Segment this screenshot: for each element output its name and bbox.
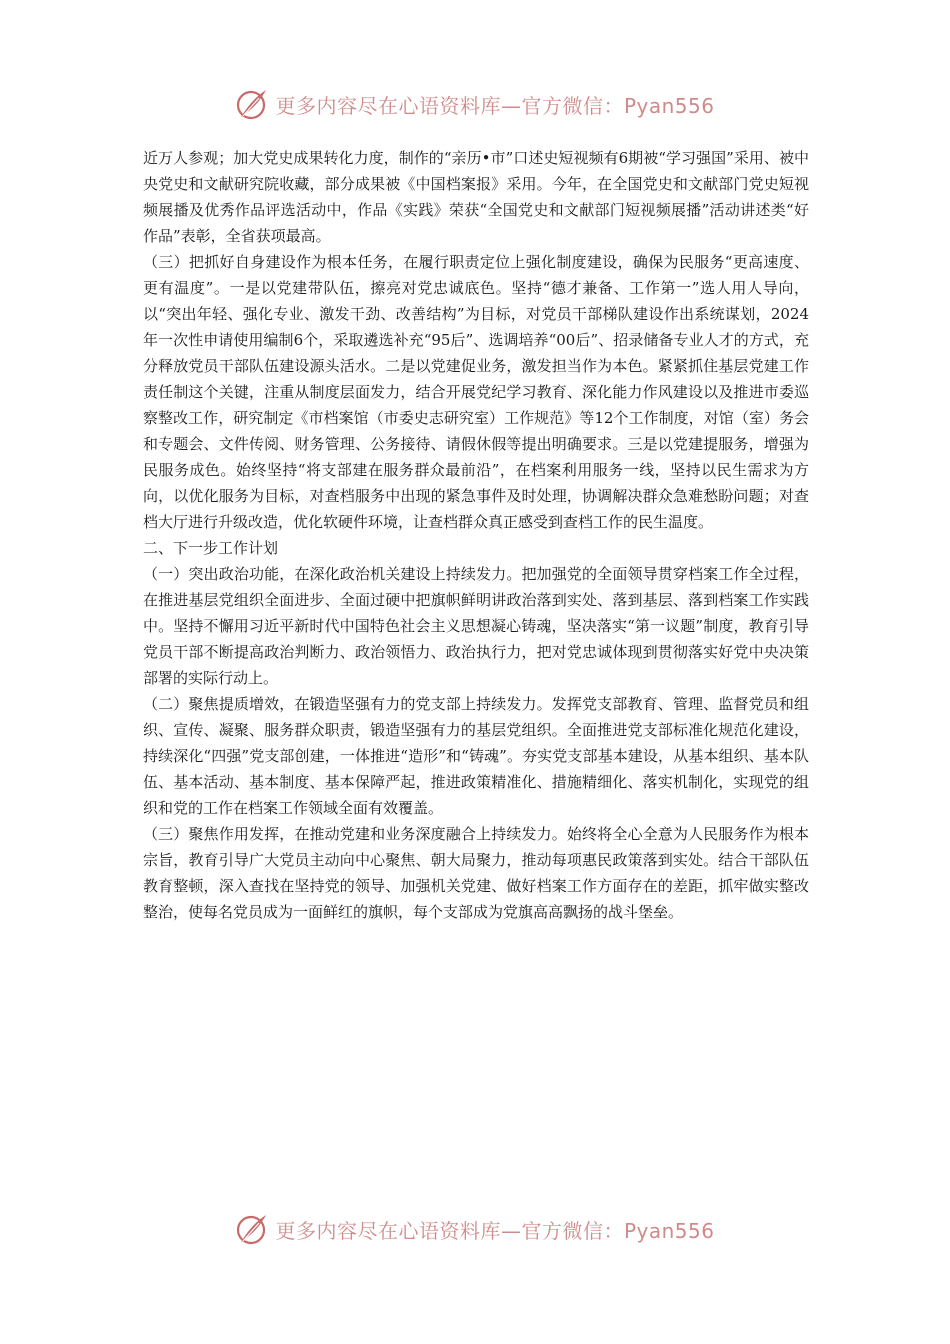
paragraph: （一）突出政治功能，在深化政治机关建设上持续发力。把加强党的全面领导贯穿档案工作全过程，在推进基层党组织全面进步、全面过硬中把旗帜鲜明讲政治落到实处、落到基层、落到档案工作实践中。坚持不懈用习近平新时代中国特色社会主义思想凝心铸魂，坚决落实“第一议题”制度，教育引导党员干部不断提高政治判断力、政治领悟力、政治执行力，把对党忠诚体现到贯彻落实好党中央决策部署的实际行动上。	[143, 565, 809, 687]
paragraph: （二）聚焦提质增效，在锻造坚强有力的党支部上持续发力。发挥党支部教育、管理、监督党员和组织、宣传、凝聚、服务群众职责，锻造坚强有力的基层党组织。全面推进党支部标准化规范化建设，持续深化“四强”党支部创建，一体推进“造形”和“铸魂”。夯实党支部基本建设，从基本组织、基本队伍、基本活动、基本制度、基本保障严起，推进政策精准化、措施精细化、落实机制化，实现党的组织和党的工作在档案工作领域全面有效覆盖。	[143, 695, 809, 817]
header-banner	[0, 84, 950, 124]
quill-pen-icon	[235, 87, 269, 121]
section-heading: 二、下一步工作计划	[143, 539, 279, 557]
footer-banner	[0, 1209, 950, 1249]
paragraph: 近万人参观；加大党史成果转化力度，制作的“亲历•市”口述史短视频有6期被“学习强国”采用、被中央党史和文献研究院收藏，部分成果被《中国档案报》采用。今年，在全国党史和文献部门党史短视频展播及优秀作品评选活动中，作品《实践》荣获“全国党史和文献部门短视频展播”活动讲述类“好作品”表彰，全省获项最高。	[143, 149, 809, 245]
document-body	[143, 145, 809, 925]
paragraph: （三）聚焦作用发挥，在推动党建和业务深度融合上持续发力。始终将全心全意为人民服务作为根本宗旨，教育引导广大党员主动向中心聚焦、朝大局聚力，推动每项惠民政策落到实处。结合干部队伍教育整顿，深入查找在坚持党的领导、加强机关党建、做好档案工作方面存在的差距，抓牢做实整改整治，使每名党员成为一面鲜红的旗帜，每个支部成为党旗高高飘扬的战斗堡垒。	[143, 825, 809, 921]
header-banner-text: 更多内容尽在心语资料库—官方微信：Pyan556	[275, 93, 715, 118]
footer-banner-text: 更多内容尽在心语资料库—官方微信：Pyan556	[275, 1218, 715, 1243]
quill-pen-icon	[235, 1212, 269, 1246]
paragraph: （三）把抓好自身建设作为根本任务，在履行职责定位上强化制度建设，确保为民服务“更高速度、更有温度”。一是以党建带队伍，擦亮对党忠诚底色。坚持“德才兼备、工作第一”选人用人导向，以“突出年轻、强化专业、激发干劲、改善结构”为目标，对党员干部梯队建设作出系统谋划，2024年一次性申请使用编制6个，采取遴选补充“95后”、选调培养“00后”、招录储备专业人才的方式，充分释放党员干部队伍建设源头活水。二是以党建促业务，激发担当作为本色。紧紧抓住基层党建工作责任制这个关键，注重从制度层面发力，结合开展党纪学习教育、深化能力作风建设以及推进市委巡察整改工作，研究制定《市档案馆（市委史志研究室）工作规范》等12个工作制度，对馆（室）务会和专题会、文件传阅、财务管理、公务接待、请假休假等提出明确要求。三是以党建提服务，增强为民服务成色。始终坚持“将支部建在服务群众最前沿”，在档案利用服务一线，坚持以民生需求为方向，以优化服务为目标，对查档服务中出现的紧急事件及时处理，协调解决群众急难愁盼问题；对查档大厅进行升级改造，优化软硬件环境，让查档群众真正感受到查档工作的民生温度。	[143, 253, 809, 531]
